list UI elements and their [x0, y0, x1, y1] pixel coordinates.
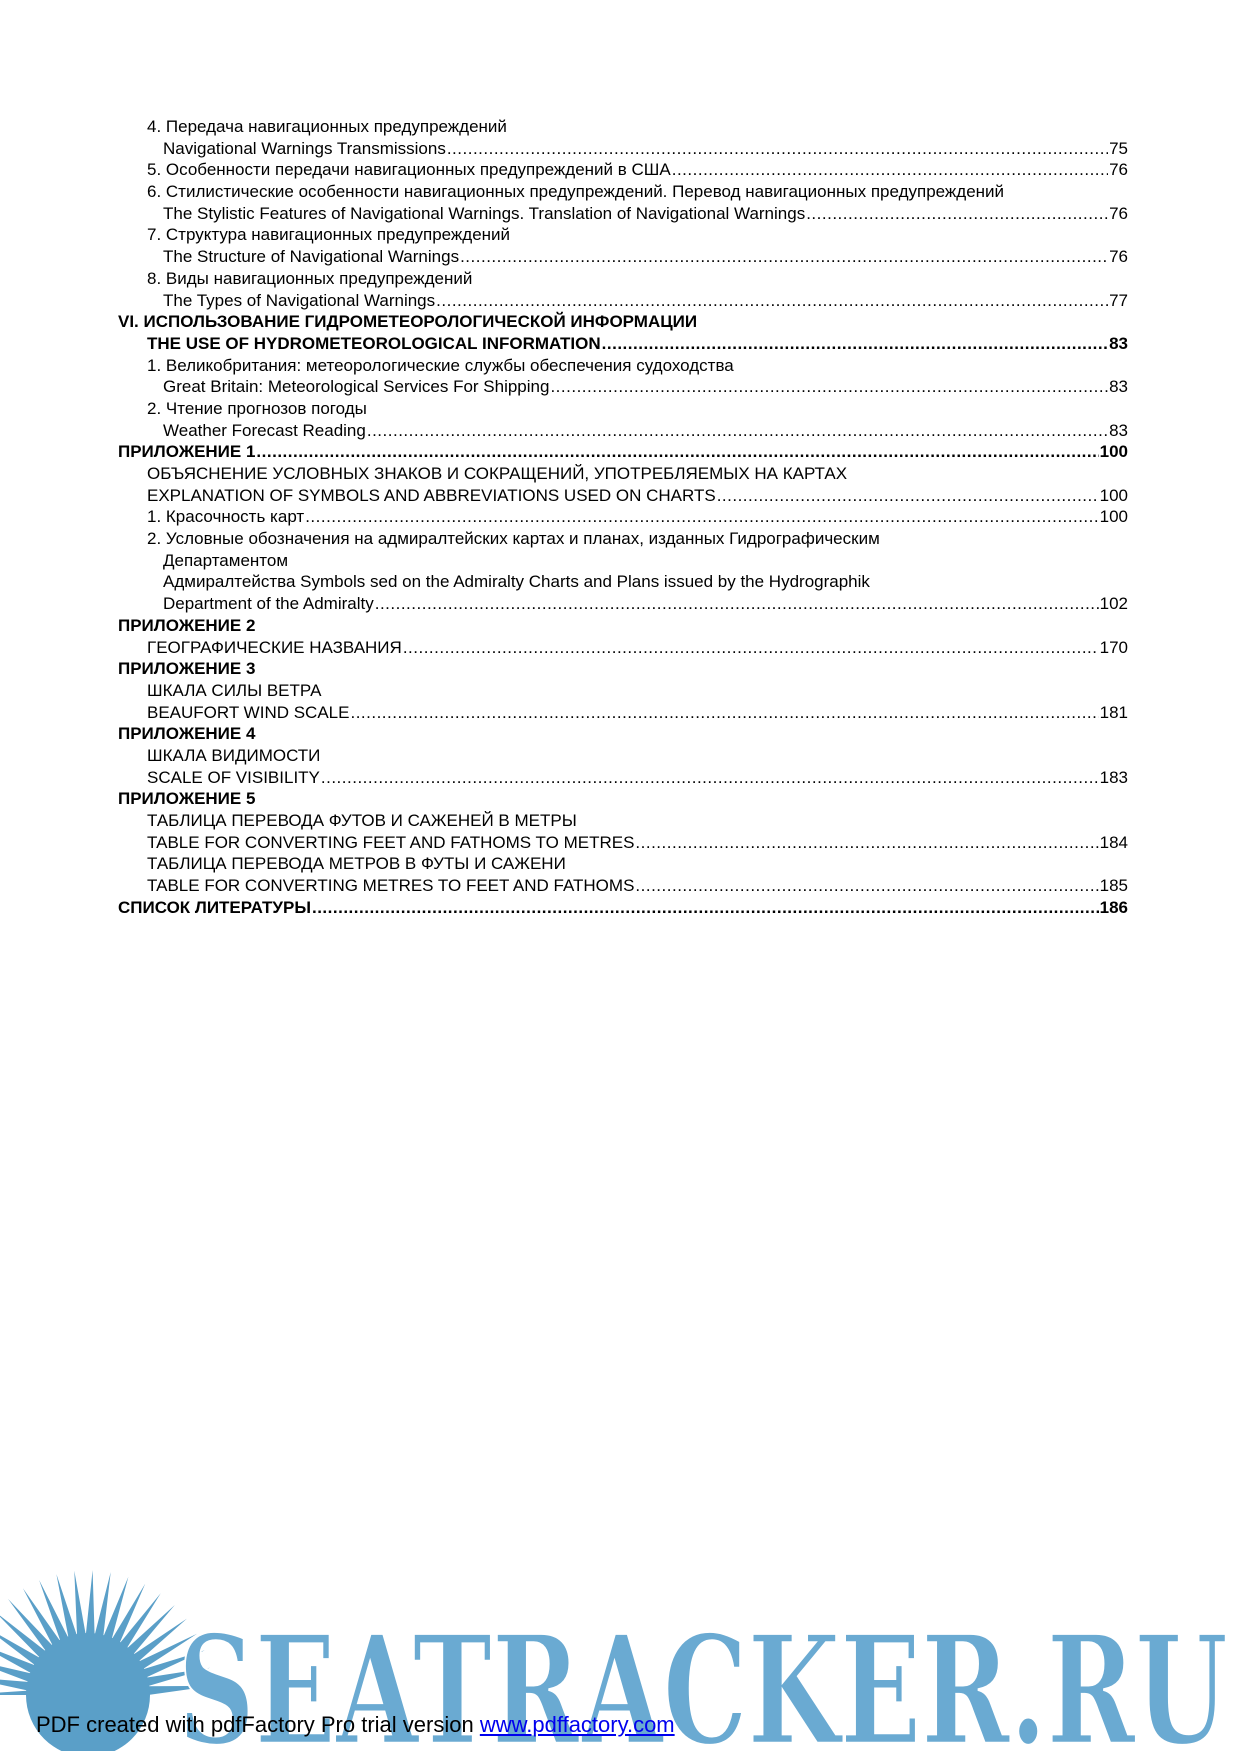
toc-leader-dots	[367, 420, 1108, 442]
toc-leader-dots	[460, 246, 1108, 268]
toc-entry-title: Department of the Admiralty	[163, 594, 374, 614]
toc-entry	[118, 810, 1128, 832]
toc-entry	[118, 853, 1128, 875]
toc-entry-page: 75	[1109, 138, 1128, 158]
toc-entry	[118, 745, 1128, 767]
toc-entry-title: 7. Структура навигационных предупреждений	[147, 225, 511, 245]
toc-entry-page: 100	[1099, 507, 1128, 527]
toc-leader-dots	[436, 290, 1108, 312]
toc-entry	[118, 506, 1128, 528]
toc-leader-dots	[447, 138, 1108, 160]
toc-entry	[118, 788, 1128, 810]
toc-entry	[118, 355, 1128, 377]
toc-entry	[118, 593, 1128, 615]
toc-leader-dots	[602, 333, 1108, 355]
toc-entry	[118, 658, 1128, 680]
toc-entry-page: 102	[1099, 594, 1128, 614]
toc-entry-page: 77	[1109, 290, 1128, 310]
toc-entry-title: 2. Чтение прогнозов погоды	[147, 398, 367, 418]
toc-entry	[118, 723, 1128, 745]
toc-entry	[118, 203, 1128, 225]
toc-entry-page: 83	[1109, 333, 1128, 353]
toc-entry-title: ПРИЛОЖЕНИЕ 2	[118, 615, 256, 635]
toc-entry	[118, 420, 1128, 442]
toc-entry-title: THE USE OF HYDROMETEOROLOGICAL INFORMATION	[147, 333, 601, 353]
toc-entry-page: 83	[1109, 420, 1128, 440]
watermark-text: SEATRACKER.RU	[178, 1603, 1228, 1751]
toc-entry	[118, 181, 1128, 203]
toc-entry-page: 76	[1109, 247, 1128, 267]
toc-entry	[118, 832, 1128, 854]
toc-entry-title: ПРИЛОЖЕНИЕ 1	[118, 442, 256, 462]
toc-entry	[118, 463, 1128, 485]
toc-leader-dots	[717, 485, 1099, 507]
toc-leader-dots	[403, 637, 1099, 659]
toc-leader-dots	[312, 897, 1099, 919]
toc-entry-title: ПРИЛОЖЕНИЕ 5	[118, 789, 256, 809]
pdffactory-link[interactable]: www.pdffactory.com	[479, 1712, 675, 1737]
toc-entry-title: 8. Виды навигационных предупреждений	[147, 268, 473, 288]
toc-entry-title: TABLE FOR CONVERTING METRES TO FEET AND FATHOMS	[147, 876, 635, 896]
toc-entry-title: Navigational Warnings Transmissions	[163, 138, 446, 158]
toc-entry-title: ГЕОГРАФИЧЕСКИЕ НАЗВАНИЯ	[147, 637, 402, 657]
toc-leader-dots	[635, 832, 1098, 854]
toc-entry-title: ПРИЛОЖЕНИЕ 4	[118, 724, 256, 744]
toc-entry	[118, 637, 1128, 659]
toc-entry	[118, 875, 1128, 897]
toc-entry-title: ТАБЛИЦА ПЕРЕВОДА ФУТОВ И САЖЕНЕЙ В МЕТРЫ	[147, 811, 577, 830]
toc-entry-title: 4. Передача навигационных предупреждений	[147, 117, 507, 136]
toc-entry-page: 186	[1099, 897, 1128, 917]
footer-text: PDF created with pdfFactory Pro trial version	[36, 1712, 480, 1737]
table-of-contents	[118, 116, 1128, 918]
toc-entry	[118, 290, 1128, 312]
toc-entry	[118, 441, 1128, 463]
toc-entry-title: The Types of Navigational Warnings	[163, 290, 436, 310]
toc-entry-page: 100	[1099, 485, 1128, 505]
toc-entry	[118, 246, 1128, 268]
toc-entry-title: 5. Особенности передачи навигационных предупреждений в США	[147, 160, 671, 180]
toc-entry	[118, 268, 1128, 290]
toc-entry-title: TABLE FOR CONVERTING FEET AND FATHOMS TO METRES	[147, 832, 635, 852]
toc-entry	[118, 159, 1128, 181]
toc-entry-title: ОБЪЯСНЕНИЕ УСЛОВНЫХ ЗНАКОВ И СОКРАЩЕНИЙ, УПОТРЕБЛЯЕМЫХ НА КАРТАХ	[147, 464, 848, 483]
pdf-footer	[36, 1712, 675, 1738]
toc-entry-page: 183	[1099, 767, 1128, 787]
toc-leader-dots	[550, 376, 1108, 398]
toc-entry	[118, 138, 1128, 160]
toc-entry-page: 181	[1099, 702, 1128, 722]
toc-entry-title: Weather Forecast Reading	[163, 420, 366, 440]
toc-entry	[118, 897, 1128, 919]
toc-entry-title: Департаментом	[163, 550, 289, 570]
toc-leader-dots	[672, 159, 1108, 181]
toc-entry	[118, 571, 1128, 593]
toc-entry-title: SCALE OF VISIBILITY	[147, 767, 320, 787]
toc-entry-title: СПИСОК ЛИТЕРАТУРЫ	[118, 897, 311, 917]
toc-entry	[118, 615, 1128, 637]
toc-entry	[118, 398, 1128, 420]
toc-entry	[118, 550, 1128, 572]
toc-entry-page: 184	[1099, 832, 1128, 852]
toc-entry-title: The Structure of Navigational Warnings	[163, 247, 460, 267]
toc-entry	[118, 702, 1128, 724]
toc-entry-title: Адмиралтейства Symbols sed on the Admiralty Charts and Plans issued by the Hydrographik	[163, 572, 870, 592]
toc-leader-dots	[305, 506, 1098, 528]
toc-entry-title: ШКАЛА СИЛЫ ВЕТРА	[147, 680, 322, 700]
toc-entry	[118, 376, 1128, 398]
toc-entry-page: 100	[1099, 442, 1128, 462]
toc-entry	[118, 333, 1128, 355]
toc-leader-dots	[350, 702, 1098, 724]
toc-entry-title: The Stylistic Features of Navigational Warnings. Translation of Navigational Warnings	[163, 203, 806, 223]
toc-entry	[118, 528, 1128, 550]
toc-entry-title: 1. Красочность карт	[147, 507, 305, 527]
toc-entry-title: ТАБЛИЦА ПЕРЕВОДА МЕТРОВ В ФУТЫ И САЖЕНИ	[147, 854, 566, 874]
toc-leader-dots	[375, 593, 1099, 615]
toc-entry-title: ПРИЛОЖЕНИЕ 3	[118, 659, 256, 679]
toc-leader-dots	[806, 203, 1108, 225]
toc-entry-title: VI. ИСПОЛЬЗОВАНИЕ ГИДРОМЕТЕОРОЛОГИЧЕСКОЙ ИНФОРМАЦИИ	[118, 312, 698, 332]
toc-entry-title: 6. Стилистические особенности навигационных предупреждений. Перевод навигационных предупреждений	[147, 182, 1005, 202]
toc-entry	[118, 680, 1128, 702]
toc-entry	[118, 116, 1128, 138]
toc-leader-dots	[256, 441, 1098, 463]
toc-entry	[118, 224, 1128, 246]
toc-entry-title: EXPLANATION OF SYMBOLS AND ABBREVIATIONS USED ON CHARTS	[147, 485, 716, 505]
toc-entry-page: 83	[1109, 377, 1128, 397]
toc-entry	[118, 767, 1128, 789]
toc-leader-dots	[635, 875, 1098, 897]
toc-entry-title: BEAUFORT WIND SCALE	[147, 702, 350, 722]
toc-entry-page: 76	[1109, 203, 1128, 223]
toc-entry	[118, 485, 1128, 507]
toc-entry-title: Great Britain: Meteorological Services For Shipping	[163, 377, 550, 397]
toc-entry-title: 2. Условные обозначения на адмиралтейских картах и планах, изданных Гидрографическим	[147, 529, 880, 549]
toc-entry-page: 76	[1109, 160, 1128, 180]
toc-entry	[118, 311, 1128, 333]
toc-leader-dots	[321, 767, 1099, 789]
toc-entry-title: ШКАЛА ВИДИМОСТИ	[147, 745, 321, 765]
toc-entry-title: 1. Великобритания: метеорологические службы обеспечения судоходства	[147, 355, 734, 375]
toc-entry-page: 170	[1099, 637, 1128, 657]
toc-entry-page: 185	[1099, 876, 1128, 896]
